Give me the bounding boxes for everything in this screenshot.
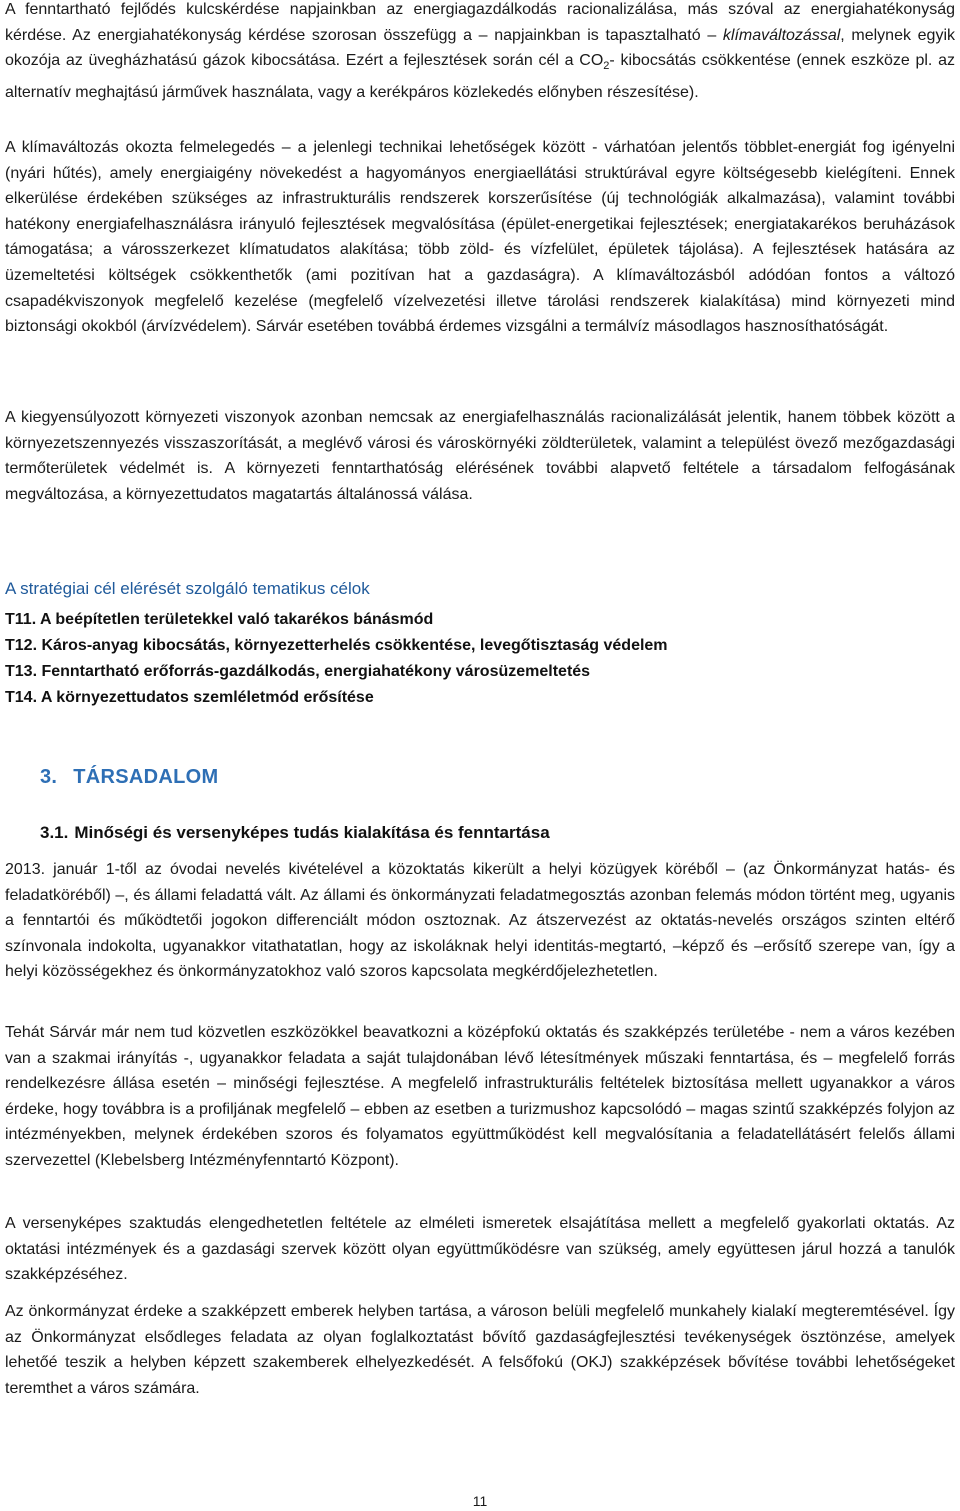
section-title: Minőségi és versenyképes tudás kialakítása és fenntartása	[74, 823, 550, 842]
thematic-goals-heading: A stratégiai cél elérését szolgáló tematikus célok	[5, 579, 370, 598]
paragraph-public-education: 2013. január 1-től az óvodai nevelés kivételével a közoktatás kikerült a helyi közügyek köréből – (az Önkormányzat hatás- és feladatköréből) –, és állami feladattá vált. Az állami és önkormányzati feladatmegosztás azonban felemás módon történt meg, ugyanis a fenntartói és működtetői jogokon differenciált módon osztoznak. Az átszervezést az oktatás-nevelés országos szinten eltérő színvonala indokolta, ugyanakkor vitathatatlan, hogy az iskoláknak helyi identitás-megtartó, –képző és –erősítő szerepe van, így a helyi közösségekhez és önkormányzatokhoz való szoros kapcsolata megkérdőjelezhetetlen.	[5, 861, 955, 980]
thematic-goal-t12: T12. Káros-anyag kibocsátás, környezetterhelés csökkentése, levegőtisztaság védelem	[5, 637, 668, 654]
paragraph-environment: A kiegyensúlyozott környezeti viszonyok azonban nemcsak az energiafelhasználás racionalizálását jelentik, hanem többek között a környezetszennyezés visszaszorítását, a meglévő városi és városkörnyéki zöldterületek, valamint a települést övező mezőgazdasági termőterületek védelmét is. A környezeti fenntarthatóság elérésének további alapvető feltétele a társadalom felfogásának megváltozása, a környezettudatos magatartás általánossá válása.	[5, 409, 955, 503]
subscript: 2	[603, 60, 610, 73]
paragraph-climate-change: A klímaváltozás okozta felmelegedés – a jelenlegi technikai lehetőségek között - várhatóan jelentős többlet-energiát fog igényelni (nyári hűtés), amely energiaigény növekedést a hagyományos energiaellátási struktúrával egyre költségesebb kielégíteni. Ennek elkerülése érdekében szükséges az infrastrukturális rendszerek korszerűsítése (új technológiák alkalmazása), valamint további hatékony energiafelhasználásra irányuló fejlesztések megvalósítása (épület-energetikai fejlesztések; energiatakarékos beruházások támogatása; a városszerkezet klímatudatos alakítása; több zöld- és vízfelület, épületek tájolása). A fejlesztések hatására az üzemeltetési költségek csökkenthetők (ami pozitívan hat a gazdaságra). A klímaváltozásból adódóan fontos a változó csapadékviszonyok megfelelő kezelése (megfelelő vízelvezetési illetve tárolási rendszerek kialakítása) mind környezeti mind biztonsági okokból (árvízvédelem). Sárvár esetében továbbá érdemes vizsgálni a termálvíz másodlagos hasznosíthatóságát.	[5, 139, 955, 336]
thematic-goal-t13: T13. Fenntartható erőforrás-gazdálkodás, energiahatékony városüzemeltetés	[5, 663, 591, 680]
paragraph-text: , melynek egyik okozója az üvegházhatású gázok kibocsátása. Ezért a fejlesztések során cél a CO	[5, 26, 955, 70]
chapter-number: 3.	[40, 766, 58, 788]
paragraph-vocational-training: Tehát Sárvár már nem tud közvetlen eszközökkel beavatkozni a középfokú oktatás és szakképzés területébe - nem a város kezében van a szakmai irányítás -, ugyanakkor feladata a saját tulajdonában lévő létesítmények műszaki fenntartása, és – megfelelő forrás rendelkezésre állása esetén – minőségi fejlesztése. A megfelelő infrastrukturális feltételek biztosítása mellett ugyanakkor a város érdeke, hogy továbbra is a profiljának megfelelő – ebben az esetben a turizmushoz kapcsolódó – magas szintű szakképzés folyjon az intézményekben, melynek érdekében szoros és folyamatos együttműködést kell megvalósítania a feladatellátásért felelős állami szervezettel (Klebelsberg Intézményfenntartó Központ).	[5, 1024, 955, 1169]
paragraph-text: A fenntartható fejlődés kulcskérdése napjainkban az energiagazdálkodás racionalizálása, más szóval az energiahatékonyság kérdése. Az energiahatékonyság kérdése szorosan összefügg a – napjainkban is tapasztalható –	[5, 1, 955, 44]
paragraph-local-employment: Az önkormányzat érdeke a szakképzett emberek helyben tartása, a városon belüli megfelelő munkahely kialakí megteremtésével. Így az Önkormányzat elsődleges feladata az olyan foglalkoztatást bővítő gazdaságfejlesztési tevékenységek ösztönzése, amelyek lehetőé teszik a helyben képzett szakemberek elhelyezkedését. A felsőfokú (OKJ) szakképzések bővítése további lehetőségeket teremthet a város számára.	[5, 1303, 955, 1397]
paragraph-text: - kibocsátás csökkentése (ennek eszköze pl. az alternatív meghajtású járművek használata, vagy a kerékpáros közlekedés előnyben részesítése).	[5, 52, 955, 101]
paragraph-competitive-skills: A versenyképes szaktudás elengedhetetlen feltétele az elméleti ismeretek elsajátítása mellett a megfelelő gyakorlati oktatás. Az oktatási intézmények és a gazdasági szervek között olyan együttműködésre van szükség, amely együttesen járul hozzá a tanulók szakképzéséhez.	[5, 1215, 955, 1283]
emphasis-text: klímaváltozással	[722, 26, 841, 44]
chapter-heading	[40, 766, 219, 789]
thematic-goal-t11: T11. A beépítetlen területekkel való takarékos bánásmód	[5, 611, 434, 628]
thematic-goal-t14: T14. A környezettudatos szemléletmód erősítése	[5, 689, 374, 706]
section-heading	[40, 823, 550, 843]
section-number: 3.1.	[40, 823, 69, 842]
chapter-title: TÁRSADALOM	[73, 766, 219, 788]
page-number: 11	[472, 1493, 488, 1509]
paragraph-energy-efficiency	[5, 0, 955, 106]
